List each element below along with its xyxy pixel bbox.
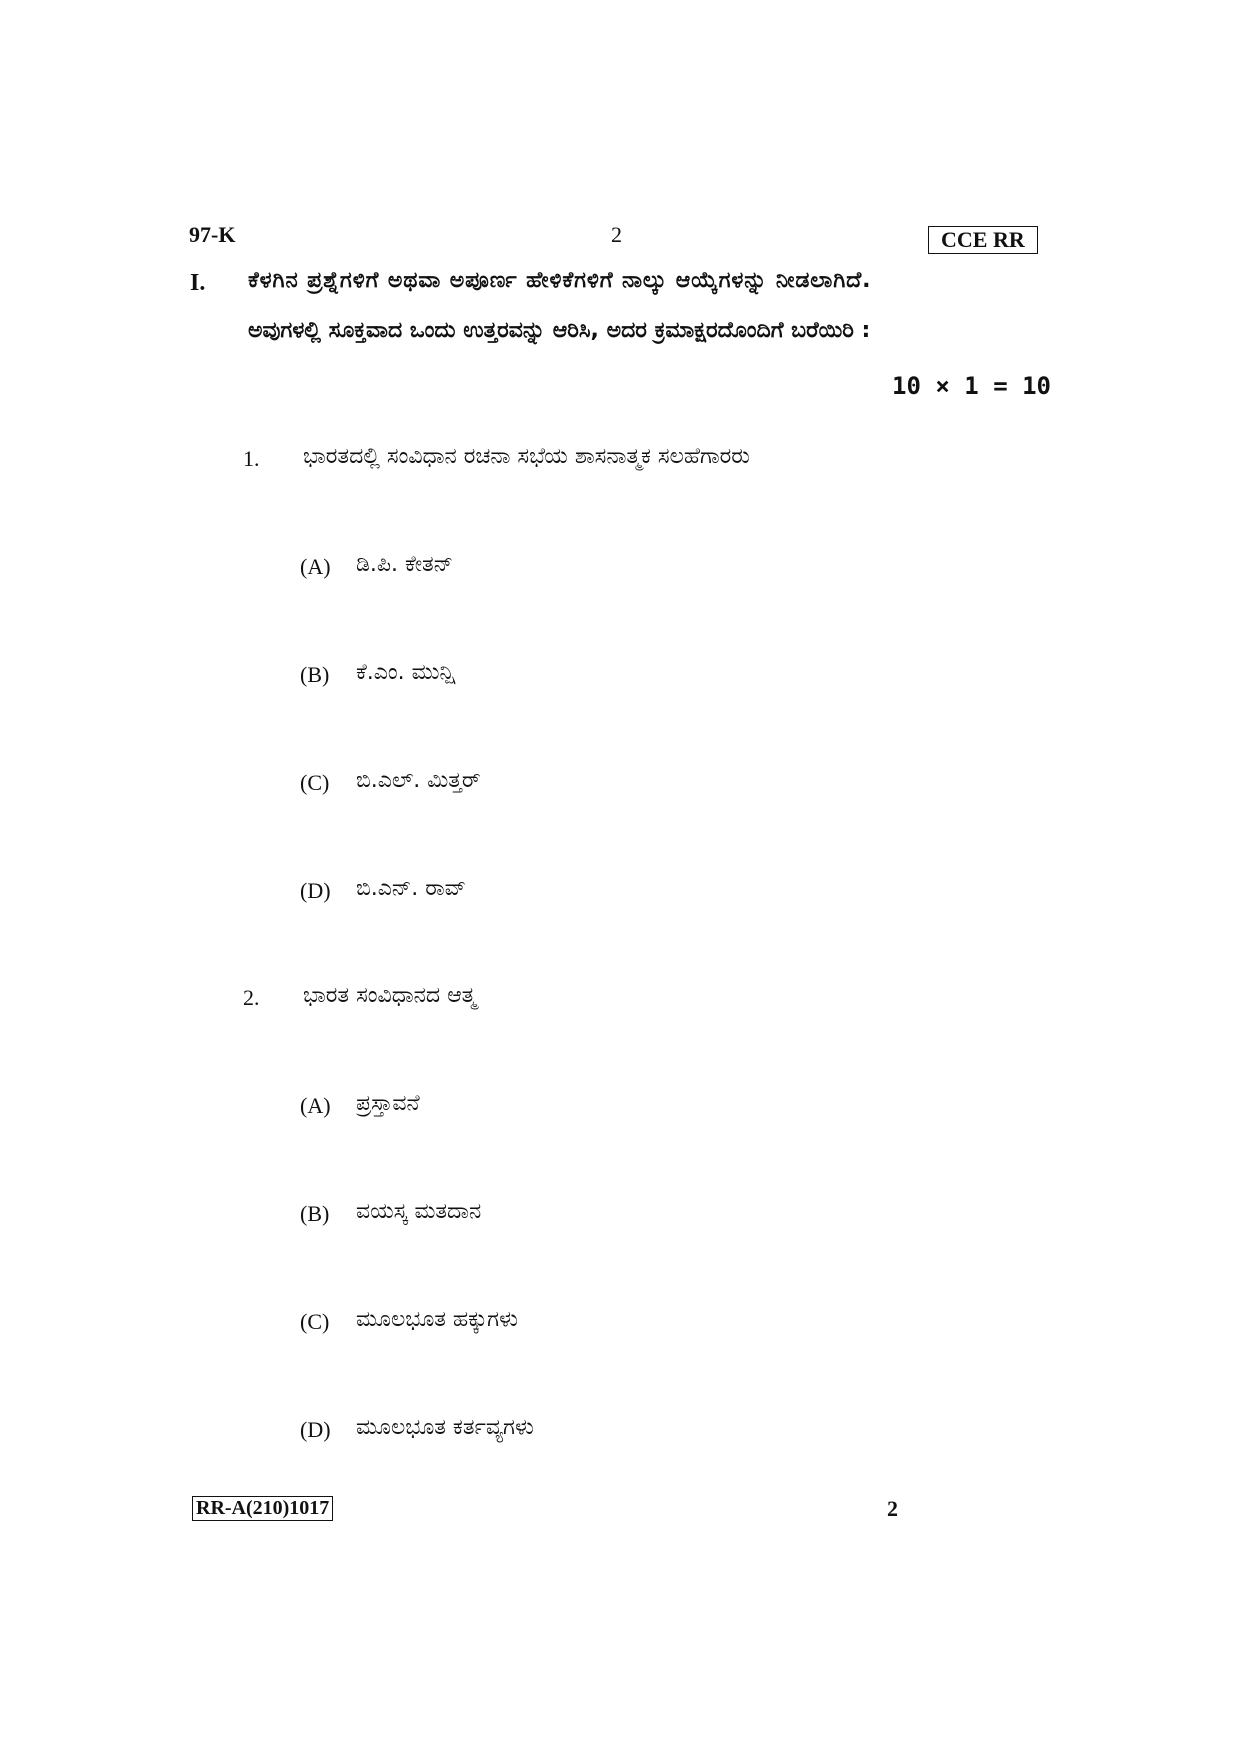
- section-instruction-line1: ಕೆಳಗಿನ ಪ್ರಶ್ನೆಗಳಿಗೆ ಅಥವಾ ಅಪೂರ್ಣ ಹೇಳಿಕೆಗಳಿಗೆ ನಾಲ್ಕು ಆಯ್ಕೆಗಳನ್ನು ನೀಡಲಾಗಿದೆ.: [248, 268, 872, 293]
- option-text: ಕೆ.ಎಂ. ಮುನ್ಷಿ: [356, 660, 456, 685]
- option-letter: (D): [300, 878, 331, 903]
- question-number: 2.: [243, 985, 260, 1010]
- option-text: ಡಿ.ಪಿ. ಕೇತನ್: [356, 552, 454, 577]
- page-number-top: 2: [611, 222, 622, 247]
- option-text: ಪ್ರಸ್ತಾವನೆ: [356, 1091, 420, 1116]
- option-letter: (B): [300, 662, 330, 687]
- section-number: I.: [190, 270, 206, 296]
- section-instruction-line2: ಅವುಗಳಲ್ಲಿ ಸೂಕ್ತವಾದ ಒಂದು ಉತ್ತರವನ್ನು ಆರಿಸಿ, ಅದರ ಕ್ರಮಾಕ್ಷರದೊಂದಿಗೆ ಬರೆಯಿರಿ :: [248, 318, 871, 343]
- page-number-bottom: 2: [887, 1496, 898, 1521]
- option-text: ಮೂಲಭೂತ ಕರ್ತವ್ಯಗಳು: [356, 1415, 534, 1440]
- question-text: ಭಾರತ ಸಂವಿಧಾನದ ಆತ್ಮ: [303, 983, 477, 1008]
- option-text: ಮೂಲಭೂತ ಹಕ್ಕುಗಳು: [356, 1307, 519, 1332]
- option-letter: (A): [300, 554, 331, 579]
- footer-code: RR-A(210)1017: [192, 1496, 333, 1521]
- option-text: ಬಿ.ಎನ್. ರಾವ್: [356, 876, 466, 901]
- option-letter: (C): [300, 1309, 330, 1334]
- section-marks: 10 × 1 = 10: [892, 372, 1051, 400]
- option-letter: (A): [300, 1093, 331, 1118]
- option-letter: (D): [300, 1417, 331, 1442]
- question-text: ಭಾರತದಲ್ಲಿ ಸಂವಿಧಾನ ರಚನಾ ಸಭೆಯ ಶಾಸನಾತ್ಮಕ ಸಲಹೆಗಾರರು: [303, 444, 750, 469]
- option-letter: (C): [300, 770, 330, 795]
- series-badge: CCE RR: [928, 226, 1038, 254]
- paper-code: 97-K: [189, 222, 236, 247]
- option-text: ವಯಸ್ಕ ಮತದಾನ: [356, 1199, 482, 1224]
- question-number: 1.: [243, 446, 260, 471]
- option-letter: (B): [300, 1201, 330, 1226]
- option-text: ಬಿ.ಎಲ್. ಮಿತ್ತರ್: [356, 768, 481, 793]
